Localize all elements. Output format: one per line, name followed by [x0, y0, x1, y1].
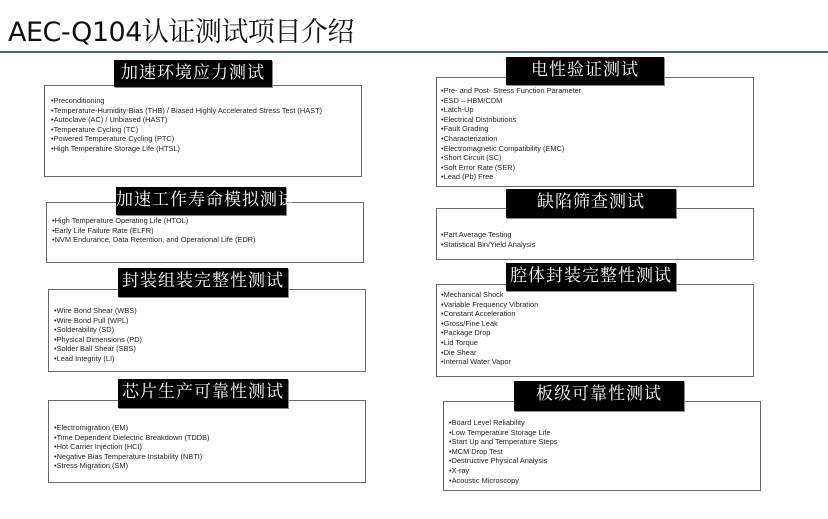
list-item: •Gross/Fine Leak — [441, 318, 498, 328]
item-list-electrical-verification — [441, 86, 741, 182]
list-item: •Hot Carrier Injection (HCI) — [54, 442, 143, 452]
list-item: •Wire Bond Shear (WBS) — [54, 306, 137, 315]
list-item: •Lead (Pb) Free — [441, 172, 494, 182]
list-item: •Autoclave (AC) / Unbiased (HAST) — [51, 115, 168, 125]
list-item: •Powered Temperature Cycling (PTC) — [51, 134, 175, 144]
item-list-defect-screening — [441, 230, 741, 249]
list-item: •Pre- and Post- Stress Function Parameter — [441, 86, 582, 95]
list-item: •Electromagnetic Compatibility (EMC) — [441, 143, 565, 153]
item-list-die-fabrication-reliability — [54, 423, 354, 471]
list-item: •Electrical Distributions — [441, 114, 517, 124]
item-list-accelerated-lifetime-simulation — [52, 216, 352, 245]
list-item: •Lid Torque — [441, 337, 478, 347]
list-item: •Lead Integrity (LI) — [54, 353, 115, 363]
list-item: •Electromigration (EM) — [54, 423, 129, 432]
list-item: •Fault Grading — [441, 124, 489, 134]
section-label-defect-screening: 缺陷筛查测试 — [506, 189, 676, 218]
list-item: •Variable Frequency Vibration — [441, 299, 539, 309]
section-label-accelerated-lifetime-simulation: 加速工作寿命模拟测试 — [116, 187, 286, 215]
list-item: •Characterization — [441, 133, 498, 143]
list-item: •Solder Ball Shear (SBS) — [54, 344, 136, 354]
list-item: •Mechanical Shock — [441, 290, 504, 299]
list-item: •ESD – HBM/CDM — [441, 95, 503, 105]
list-item: •Statistical Bin/Yield Analysis — [441, 239, 536, 249]
list-item: •High Temperature Storage Life (HTSL) — [51, 143, 180, 153]
list-item: •Physical Dimensions (PD) — [54, 334, 143, 344]
list-item: •Temperature-Humidity-Bias (THB) / Biased Highly Accelerated Stress Test (HAST) — [51, 105, 323, 115]
list-item: •Destructive Physical Analysis — [449, 456, 548, 466]
list-item: •Die Shear — [441, 347, 477, 357]
list-item: •Early Life Failure Rate (ELFR) — [52, 225, 154, 235]
item-list-cavity-package-integrity — [441, 290, 741, 367]
section-label-accelerated-environment-stress: 加速环境应力测试 — [114, 60, 272, 87]
list-item: •Wire Bond Pull (WPL) — [54, 315, 129, 325]
list-item: •Acoustic Microscopy — [449, 475, 519, 485]
list-item: •Negative Bias Temperature Instability (NBTI) — [54, 451, 203, 461]
section-label-package-assembly-integrity: 封装组装完整性测试 — [118, 268, 288, 297]
section-label-die-fabrication-reliability: 芯片生产可靠性测试 — [118, 379, 288, 408]
list-item: •Low Temperature Storage Life — [449, 427, 551, 437]
list-item: •Stress Migration (SM) — [54, 461, 129, 471]
list-item: •Preconditioning — [51, 96, 105, 105]
list-item: •Solderability (SD) — [54, 325, 115, 335]
list-item: •Temperature Cycling (TC) — [51, 124, 139, 134]
list-item: •Internal Water Vapor — [441, 357, 511, 367]
list-item: •NVM Endurance, Data Retention, and Operational Life (EDR) — [52, 235, 256, 245]
item-list-package-assembly-integrity — [54, 306, 354, 364]
list-item: •Latch-Up — [441, 105, 474, 115]
list-item: •Time Dependent Dielectric Breakdown (TDDB) — [54, 432, 210, 442]
section-label-cavity-package-integrity: 腔体封装完整性测试 — [506, 263, 676, 291]
list-item: •Constant Acceleration — [441, 309, 516, 319]
list-item: •Soft Error Rate (SER) — [441, 162, 516, 172]
section-label-board-level-reliability: 板级可靠性测试 — [514, 381, 684, 411]
list-item: •Part Average Testing — [441, 230, 512, 239]
item-list-accelerated-environment-stress — [51, 96, 351, 154]
list-item: •Board Level Reliability — [449, 418, 525, 427]
section-label-electrical-verification: 电性验证测试 — [506, 57, 664, 85]
page-title: AEC-Q104认证测试项目介绍 — [8, 17, 354, 48]
list-item: •Short Circuit (SC) — [441, 153, 502, 163]
list-item: •Start Up and Temperature Steps — [449, 437, 558, 447]
list-item: •X-ray — [449, 465, 470, 475]
item-list-board-level-reliability — [449, 418, 749, 485]
list-item: •High Temperature Operating Life (HTOL) — [52, 216, 189, 225]
list-item: •Package Drop — [441, 328, 491, 338]
list-item: •MCM Drop Test — [449, 446, 503, 456]
title-underline — [0, 51, 828, 53]
